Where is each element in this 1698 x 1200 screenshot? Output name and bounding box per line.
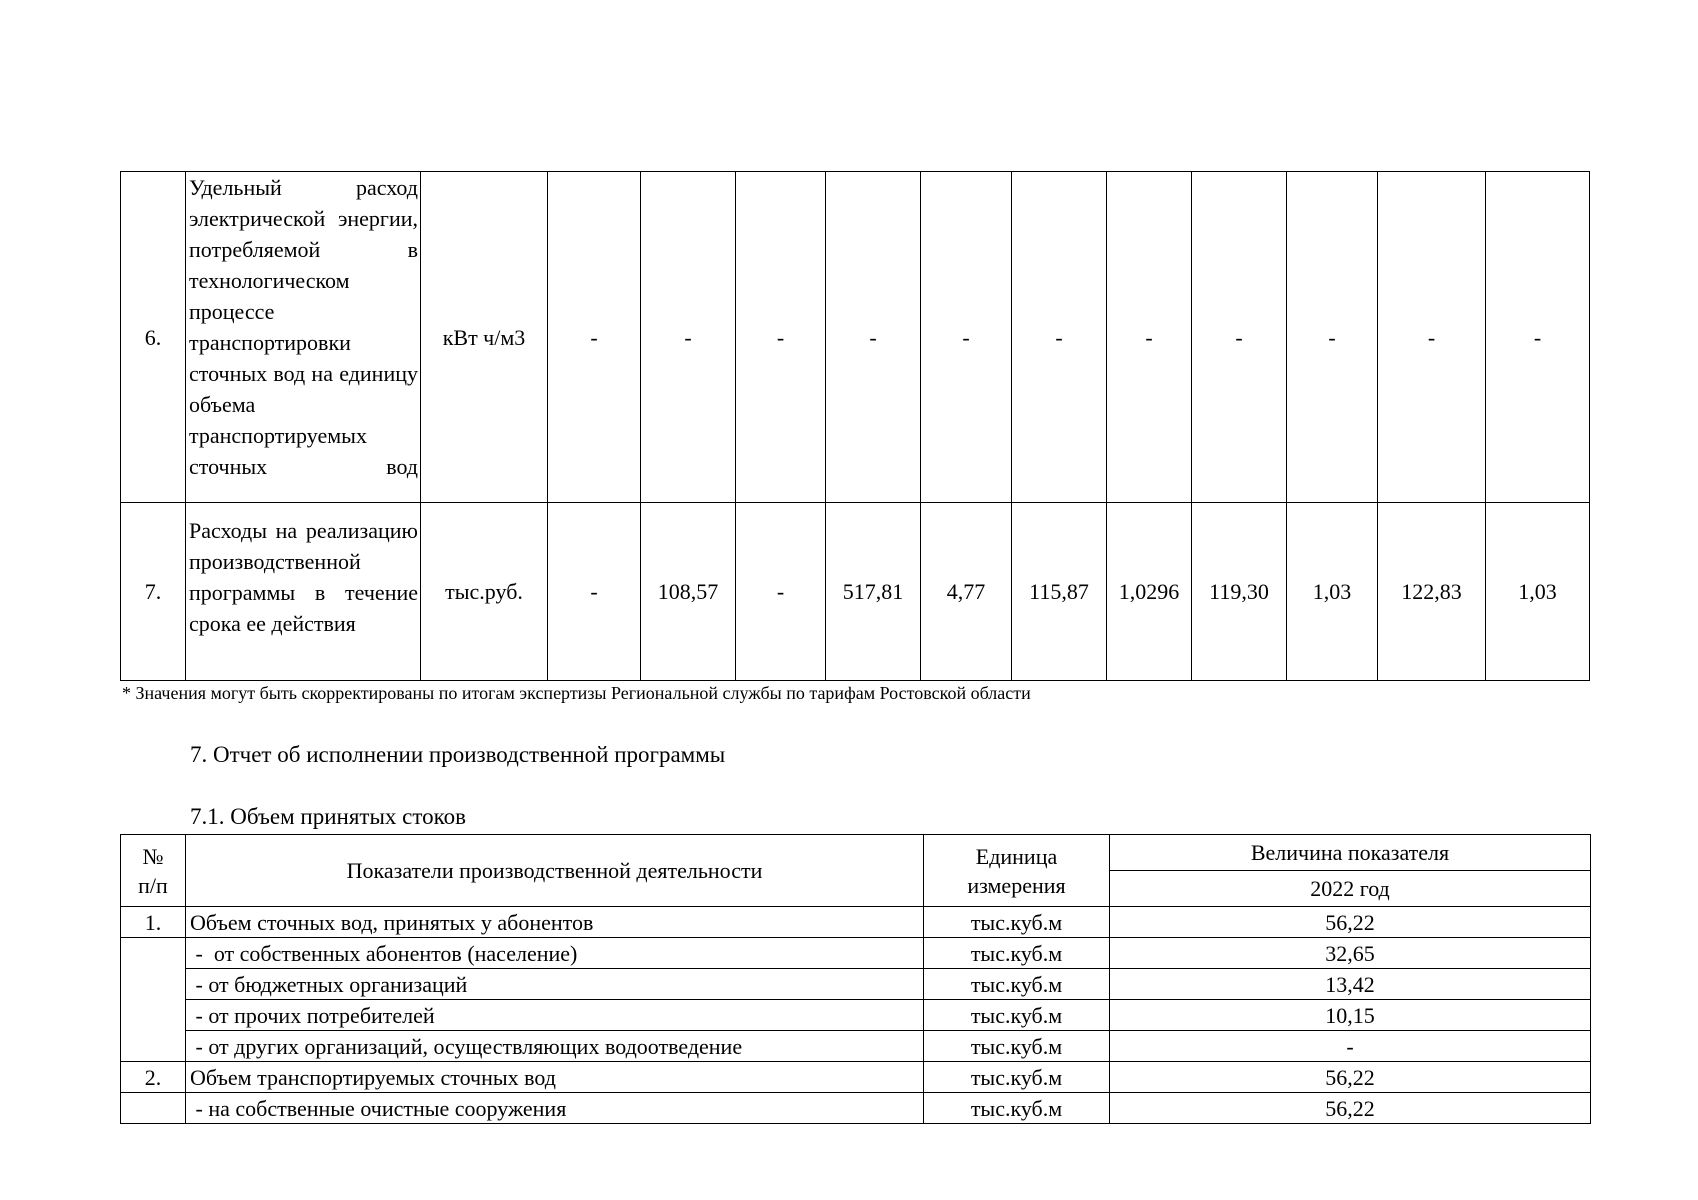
header-indicator: Показатели производственной деятельности (186, 835, 924, 907)
value-cell: 1,03 (1486, 503, 1590, 681)
header-unit: Единица измерения (924, 835, 1110, 907)
value-cell: 4,77 (921, 503, 1012, 681)
value-cell: 119,30 (1192, 503, 1287, 681)
header-num: № п/п (121, 835, 186, 907)
row-number: 1. (121, 907, 186, 938)
value-cell: 122,83 (1378, 503, 1486, 681)
table-row (121, 1093, 1591, 1124)
value-cell: - (921, 172, 1012, 503)
header-value-group: Величина показателя (1110, 835, 1591, 871)
unit-cell: тыс.куб.м (924, 969, 1110, 1000)
value-cell: 13,42 (1110, 969, 1591, 1000)
value-cell: 108,57 (641, 503, 736, 681)
indicator-name: Объем сточных вод, принятых у абонентов (186, 907, 924, 938)
value-cell: 10,15 (1110, 1000, 1591, 1031)
table-row (121, 1031, 1591, 1062)
value-cell: - (1110, 1031, 1591, 1062)
table-row (121, 907, 1591, 938)
unit-cell: тыс.куб.м (924, 907, 1110, 938)
header-year: 2022 год (1110, 871, 1591, 907)
table-row (121, 172, 1590, 503)
indicator-name: - от бюджетных организаций (186, 969, 924, 1000)
unit-cell: тыс.куб.м (924, 1062, 1110, 1093)
value-cell: 56,22 (1110, 907, 1591, 938)
subsection-title: 7.1. Объем принятых стоков (190, 804, 466, 829)
value-cell: 1,0296 (1107, 503, 1192, 681)
value-cell: - (1486, 172, 1590, 503)
value-cell: - (641, 172, 736, 503)
table-row (121, 938, 1591, 969)
indicator-name: - от прочих потребителей (186, 1000, 924, 1031)
value-cell: - (548, 172, 641, 503)
row-number (121, 938, 186, 1062)
value-cell: - (548, 503, 641, 681)
value-cell: - (826, 172, 921, 503)
row-number: 7. (121, 503, 186, 681)
footnote: * Значения могут быть скорректированы по итогам экспертизы Региональной службы по тарифам Ростовской области (122, 683, 1031, 703)
indicator-name-text: Удельный расход электрической энергии, потребляемой в технологическом процессе транспортировки сточных вод на единицу объема транспортируемых сточных вод (189, 175, 418, 479)
indicator-name: - от других организаций, осуществляющих водоотведение (186, 1031, 924, 1062)
unit-cell: тыс.куб.м (924, 1000, 1110, 1031)
table-header-row (121, 835, 1591, 871)
unit-cell: кВт ч/м3 (421, 172, 548, 503)
unit-cell: тыс.куб.м (924, 1093, 1110, 1124)
value-cell: 517,81 (826, 503, 921, 681)
value-cell: 1,03 (1287, 503, 1378, 681)
table-row (121, 1062, 1591, 1093)
table-row (121, 503, 1590, 681)
table-row (121, 969, 1591, 1000)
row-number: 6. (121, 172, 186, 503)
value-cell: 56,22 (1110, 1062, 1591, 1093)
indicator-name: - на собственные очистные сооружения (186, 1093, 924, 1124)
indicator-name: Объем транспортируемых сточных вод (186, 1062, 924, 1093)
value-cell: - (1012, 172, 1107, 503)
indicator-name: - от собственных абонентов (население) (186, 938, 924, 969)
top-indicators-table (120, 171, 1590, 681)
indicator-name (186, 172, 421, 503)
accepted-wastewater-table (120, 834, 1591, 1124)
value-cell: - (1378, 172, 1486, 503)
unit-cell: тыс.куб.м (924, 938, 1110, 969)
value-cell: - (1107, 172, 1192, 503)
row-number: 2. (121, 1062, 186, 1093)
indicator-name: Расходы на реализацию производственной программы в течение срока ее действия (186, 503, 421, 681)
unit-cell: тыс.куб.м (924, 1031, 1110, 1062)
value-cell: 115,87 (1012, 503, 1107, 681)
row-number (121, 1093, 186, 1124)
value-cell: - (736, 503, 826, 681)
value-cell: 32,65 (1110, 938, 1591, 969)
value-cell: - (1192, 172, 1287, 503)
value-cell: - (1287, 172, 1378, 503)
section-title: 7. Отчет об исполнении производственной программы (190, 742, 726, 767)
unit-cell: тыс.руб. (421, 503, 548, 681)
value-cell: 56,22 (1110, 1093, 1591, 1124)
table-row (121, 1000, 1591, 1031)
value-cell: - (736, 172, 826, 503)
